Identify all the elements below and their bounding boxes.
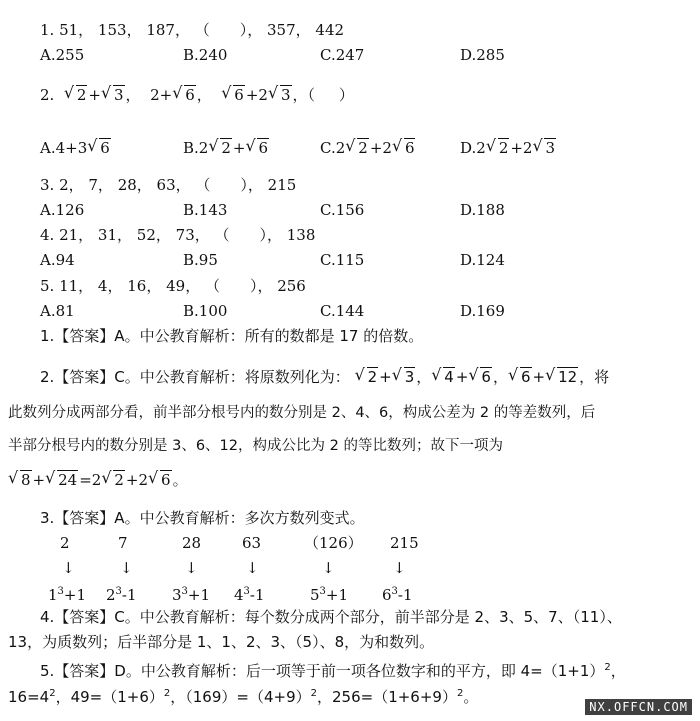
q5-option-a: A.81: [40, 302, 75, 320]
answer-2-line-4: √ 8 + √ 24 =2 √ 2 +2 √ 6 。: [8, 468, 188, 489]
a3-bottom-4: $4^3-1$: [234, 586, 265, 604]
question-4-stem: 4. 21， 31， 52， 73， （ ）， 138: [40, 226, 316, 244]
q4-option-b: B.95: [183, 251, 218, 269]
q2-option-b: B.2 √ 2 + √ 6: [183, 136, 269, 157]
answer-3: 3.【答案】A。中公教育解析：多次方数列变式。: [40, 509, 365, 527]
q3-option-c: C.156: [320, 201, 365, 219]
a3-bottom-6: $6^3-1$: [382, 586, 413, 604]
q2-option-a: A.4+3 √ 6: [40, 136, 110, 157]
answer-5-line-2: $16=4^2$，$49=(1+6)^2$，$(169)=(4+9)^2$，$256=(1+6+9)^2$。: [8, 688, 479, 706]
q2-option-d: D.2 √ 2 +2 √ 3: [460, 136, 556, 157]
arrow-down-icon: ↓: [322, 559, 335, 577]
q4-option-d: D.124: [460, 251, 505, 269]
q4-option-c: C.115: [320, 251, 365, 269]
q2-option-c: C.2 √ 2 +2 √ 6: [320, 136, 415, 157]
arrow-down-icon: ↓: [185, 559, 198, 577]
q3-option-a: A.126: [40, 201, 85, 219]
question-3-stem: 3. 2， 7， 28， 63， （ ）， 215: [40, 176, 297, 194]
a3-top-6: 215: [390, 534, 419, 552]
q1-option-c: C.247: [320, 46, 365, 64]
question-1-stem: 1. 51， 153， 187， （ ）， 357， 442: [40, 21, 345, 39]
answer-2-line-1: 2.【答案】C。中公教育解析：将原数列化为： √ 2 + √ 3 ， √ 4 + √ 6 ， √ 6 + √ 12 ，将: [40, 365, 610, 386]
answer-5-line-1: 5.【答案】D。中公教育解析：后一项等于前一项各位数字和的平方，即 $4=(1+1)^2$，: [40, 662, 626, 680]
q1-option-d: D.285: [460, 46, 505, 64]
a3-top-5: （126）: [304, 534, 363, 552]
q1-option-a: A.255: [40, 46, 85, 64]
a3-top-4: 63: [242, 534, 262, 552]
a3-bottom-1: $1^3+1$: [48, 586, 87, 604]
question-5-stem: 5. 11， 4， 16， 49， （ ）， 256: [40, 277, 306, 295]
answer-1: 1.【答案】A。中公教育解析：所有的数都是 17 的倍数。: [40, 327, 424, 345]
q4-option-a: A.94: [40, 251, 75, 269]
q1-option-b: B.240: [183, 46, 228, 64]
arrow-down-icon: ↓: [393, 559, 406, 577]
answer-4-line-1: 4.【答案】C。中公教育解析：每个数分成两个部分，前半部分是 2、3、5、7、（11）、: [40, 608, 622, 626]
q5-option-d: D.169: [460, 302, 505, 320]
a3-bottom-3: $3^3+1$: [172, 586, 211, 604]
q5-option-b: B.100: [183, 302, 228, 320]
a3-bottom-2: $2^3-1$: [106, 586, 137, 604]
q3-option-d: D.188: [460, 201, 505, 219]
a3-top-1: 2: [60, 534, 70, 552]
answer-2-line-3: 半部分根号内的数分别是 3、6、12，构成公比为 2 的等比数列；故下一项为: [8, 438, 503, 454]
a3-bottom-5: $5^3+1$: [310, 586, 349, 604]
question-2-stem: 2. √ 2 + √ 3 ， 2+ √ 6 ， √ 6 +2 √ 3 ，（ ）: [40, 83, 354, 104]
a3-top-3: 28: [182, 534, 202, 552]
answer-2-line-2: 此数列分成两部分看，前半部分根号内的数分别是 2、4、6，构成公差为 2 的等差数列，后: [8, 405, 596, 421]
q5-option-c: C.144: [320, 302, 365, 320]
watermark: NX.OFFCN.COM: [585, 699, 692, 715]
a3-top-2: 7: [118, 534, 128, 552]
arrow-down-icon: ↓: [62, 559, 75, 577]
arrow-down-icon: ↓: [246, 559, 259, 577]
q3-option-b: B.143: [183, 201, 228, 219]
arrow-down-icon: ↓: [120, 559, 133, 577]
answer-4-line-2: 13，为质数列；后半部分是 1、1、2、3、（5）、8，为和数列。: [8, 633, 435, 651]
